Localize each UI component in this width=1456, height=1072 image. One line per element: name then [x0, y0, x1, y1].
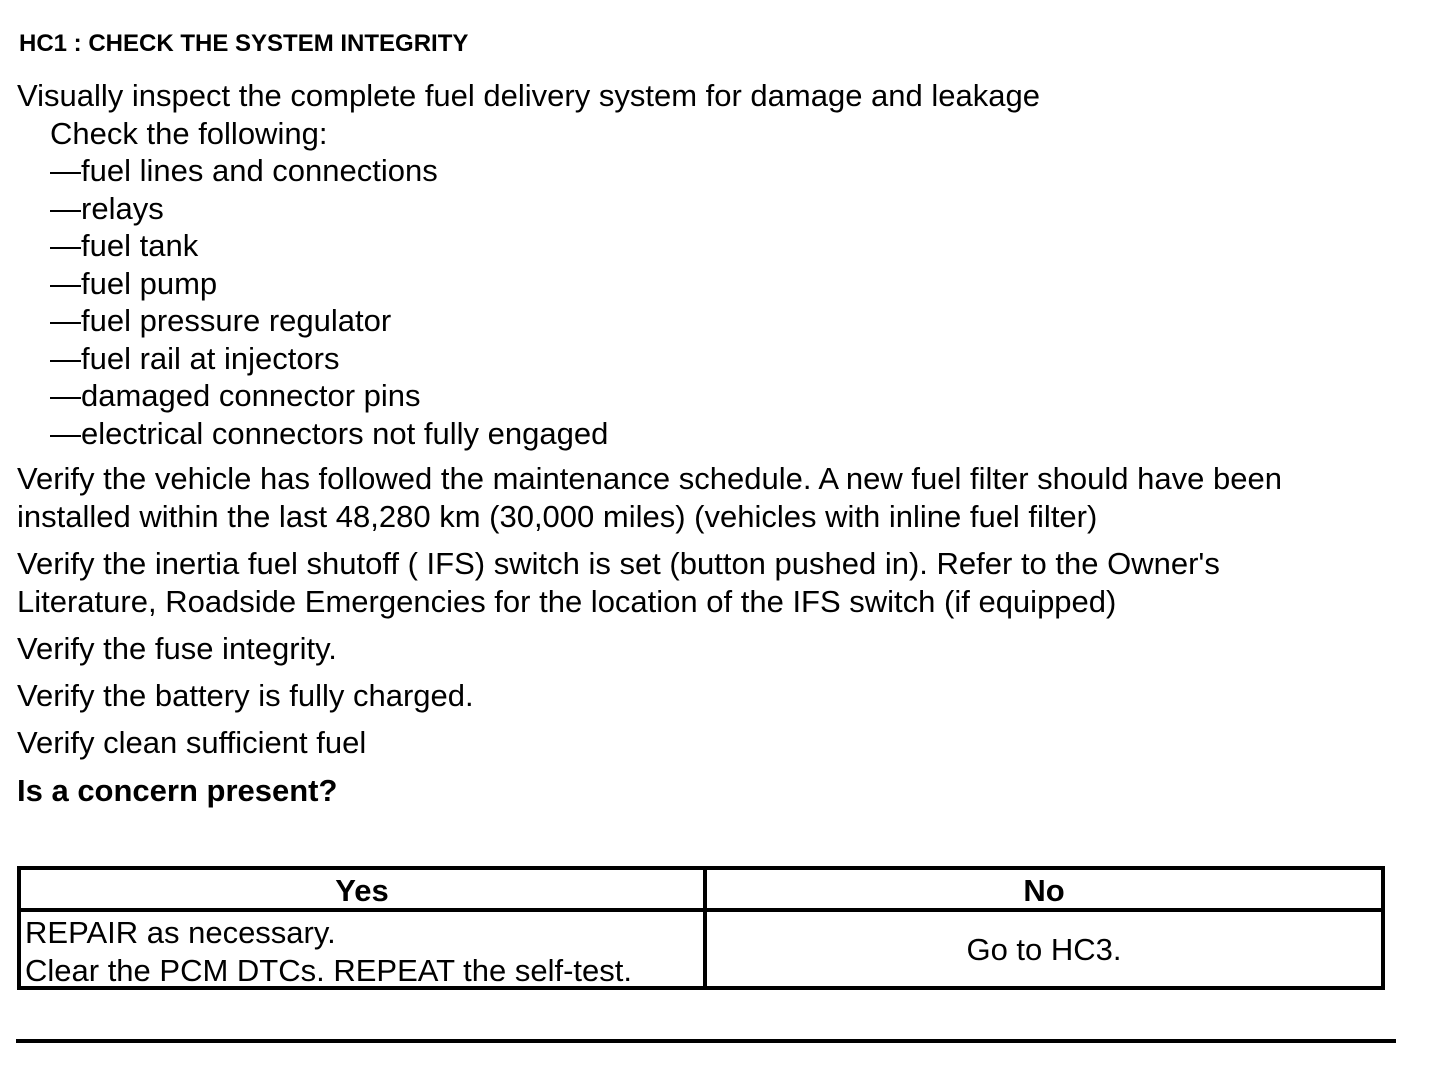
fuel-check: Verify clean sufficient fuel: [17, 725, 367, 760]
check-item: —relays: [50, 190, 164, 226]
decision-table: [17, 866, 1385, 990]
fuse-check: Verify the fuse integrity.: [17, 631, 337, 666]
battery-check: Verify the battery is fully charged.: [17, 678, 474, 713]
concern-question: Is a concern present?: [17, 773, 338, 808]
maintenance-line-2: installed within the last 48,280 km (30,000 miles) (vehicles with inline fuel filter): [17, 498, 1098, 534]
no-action: Go to HC3.: [703, 912, 1381, 986]
yes-action-line-1: REPAIR as necessary.: [25, 915, 336, 950]
section-title: HC1 : CHECK THE SYSTEM INTEGRITY: [19, 30, 469, 57]
ifs-line-1: Verify the inertia fuel shutoff ( IFS) switch is set (button pushed in). Refer to the Owner's: [17, 546, 1220, 581]
bottom-divider: [16, 1039, 1396, 1043]
yes-action-line-2: Clear the PCM DTCs. REPEAT the self-test.: [25, 952, 632, 988]
yes-action: [21, 912, 703, 986]
check-item: —electrical connectors not fully engaged: [50, 415, 609, 451]
yes-header: Yes: [21, 870, 703, 912]
check-label: Check the following:: [50, 115, 328, 151]
inspection-intro: Visually inspect the complete fuel delivery system for damage and leakage: [17, 78, 1040, 113]
inspection-block: [17, 77, 1040, 452]
maintenance-line-1: Verify the vehicle has followed the maintenance schedule. A new fuel filter should have been: [17, 461, 1282, 496]
check-item: —damaged connector pins: [50, 378, 421, 413]
ifs-line-2: Literature, Roadside Emergencies for the location of the IFS switch (if equipped): [17, 583, 1117, 619]
maintenance-paragraph: [17, 460, 1282, 535]
check-item: —fuel pump: [50, 265, 218, 301]
check-item: —fuel pressure regulator: [50, 303, 392, 338]
check-item: —fuel rail at injectors: [50, 340, 340, 376]
ifs-paragraph: [17, 545, 1220, 620]
check-item: —fuel lines and connections: [50, 153, 438, 188]
check-item: —fuel tank: [50, 228, 199, 263]
no-header: No: [703, 870, 1381, 912]
